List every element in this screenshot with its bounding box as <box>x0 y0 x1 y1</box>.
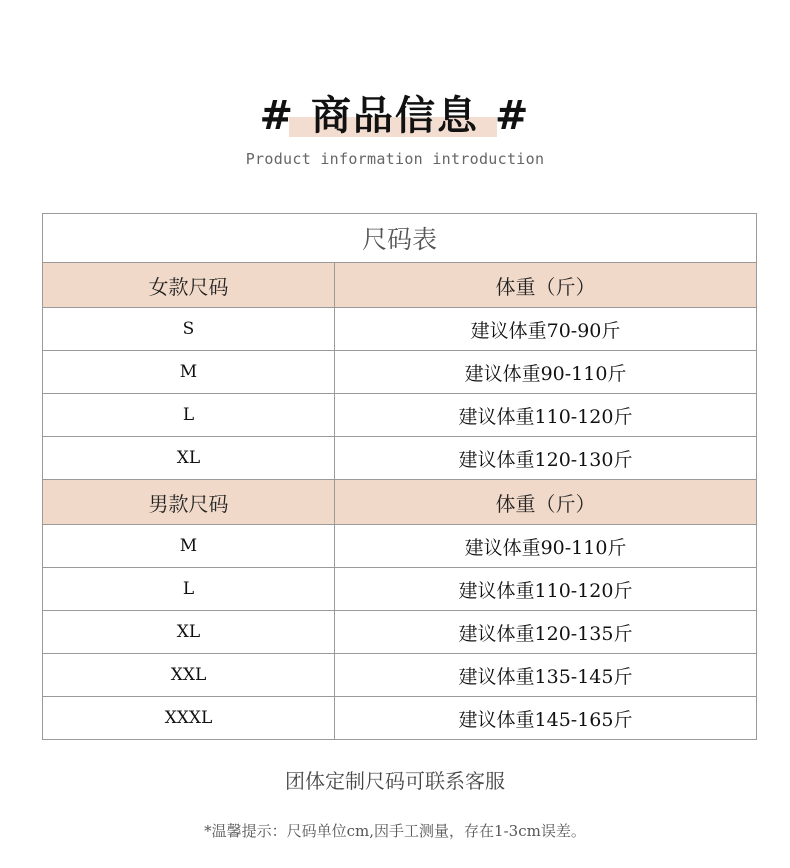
size-cell: M <box>43 525 335 568</box>
weight-cell: 建议体重120-135斤 <box>335 611 757 654</box>
table-row <box>43 394 757 437</box>
women-size-header: 女款尺码 <box>43 263 335 308</box>
weight-cell: 建议体重145-165斤 <box>335 697 757 740</box>
table-row <box>43 308 757 351</box>
size-cell: XL <box>43 437 335 480</box>
size-cell: M <box>43 351 335 394</box>
custom-order-note: 团体定制尺码可联系客服 <box>285 769 505 793</box>
size-cell: L <box>43 568 335 611</box>
size-cell: L <box>43 394 335 437</box>
women-weight-header: 体重（斤） <box>335 263 757 308</box>
size-cell: XXXL <box>43 697 335 740</box>
table-row <box>43 525 757 568</box>
section-heading <box>0 86 790 146</box>
weight-cell: 建议体重110-120斤 <box>335 394 757 437</box>
weight-cell: 建议体重135-145斤 <box>335 654 757 697</box>
weight-cell: 建议体重90-110斤 <box>335 525 757 568</box>
size-cell: XL <box>43 611 335 654</box>
table-row <box>43 437 757 480</box>
women-header-row <box>43 263 757 308</box>
size-chart-table <box>42 213 757 740</box>
page-subtitle: Product information introduction <box>245 150 545 168</box>
table-title: 尺码表 <box>43 214 757 263</box>
table-row <box>43 611 757 654</box>
weight-cell: 建议体重90-110斤 <box>335 351 757 394</box>
table-row <box>43 654 757 697</box>
weight-cell: 建议体重120-130斤 <box>335 437 757 480</box>
table-row <box>43 697 757 740</box>
men-weight-header: 体重（斤） <box>335 480 757 525</box>
size-cell: XXL <box>43 654 335 697</box>
size-cell: S <box>43 308 335 351</box>
weight-cell: 建议体重70-90斤 <box>335 308 757 351</box>
table-row <box>43 351 757 394</box>
table-row <box>43 568 757 611</box>
weight-cell: 建议体重110-120斤 <box>335 568 757 611</box>
men-size-header: 男款尺码 <box>43 480 335 525</box>
men-header-row <box>43 480 757 525</box>
page-title: # 商品信息 # <box>259 92 531 139</box>
measurement-tip: *温馨提示：尺码单位cm,因手工测量，存在1-3cm误差。 <box>204 822 586 840</box>
